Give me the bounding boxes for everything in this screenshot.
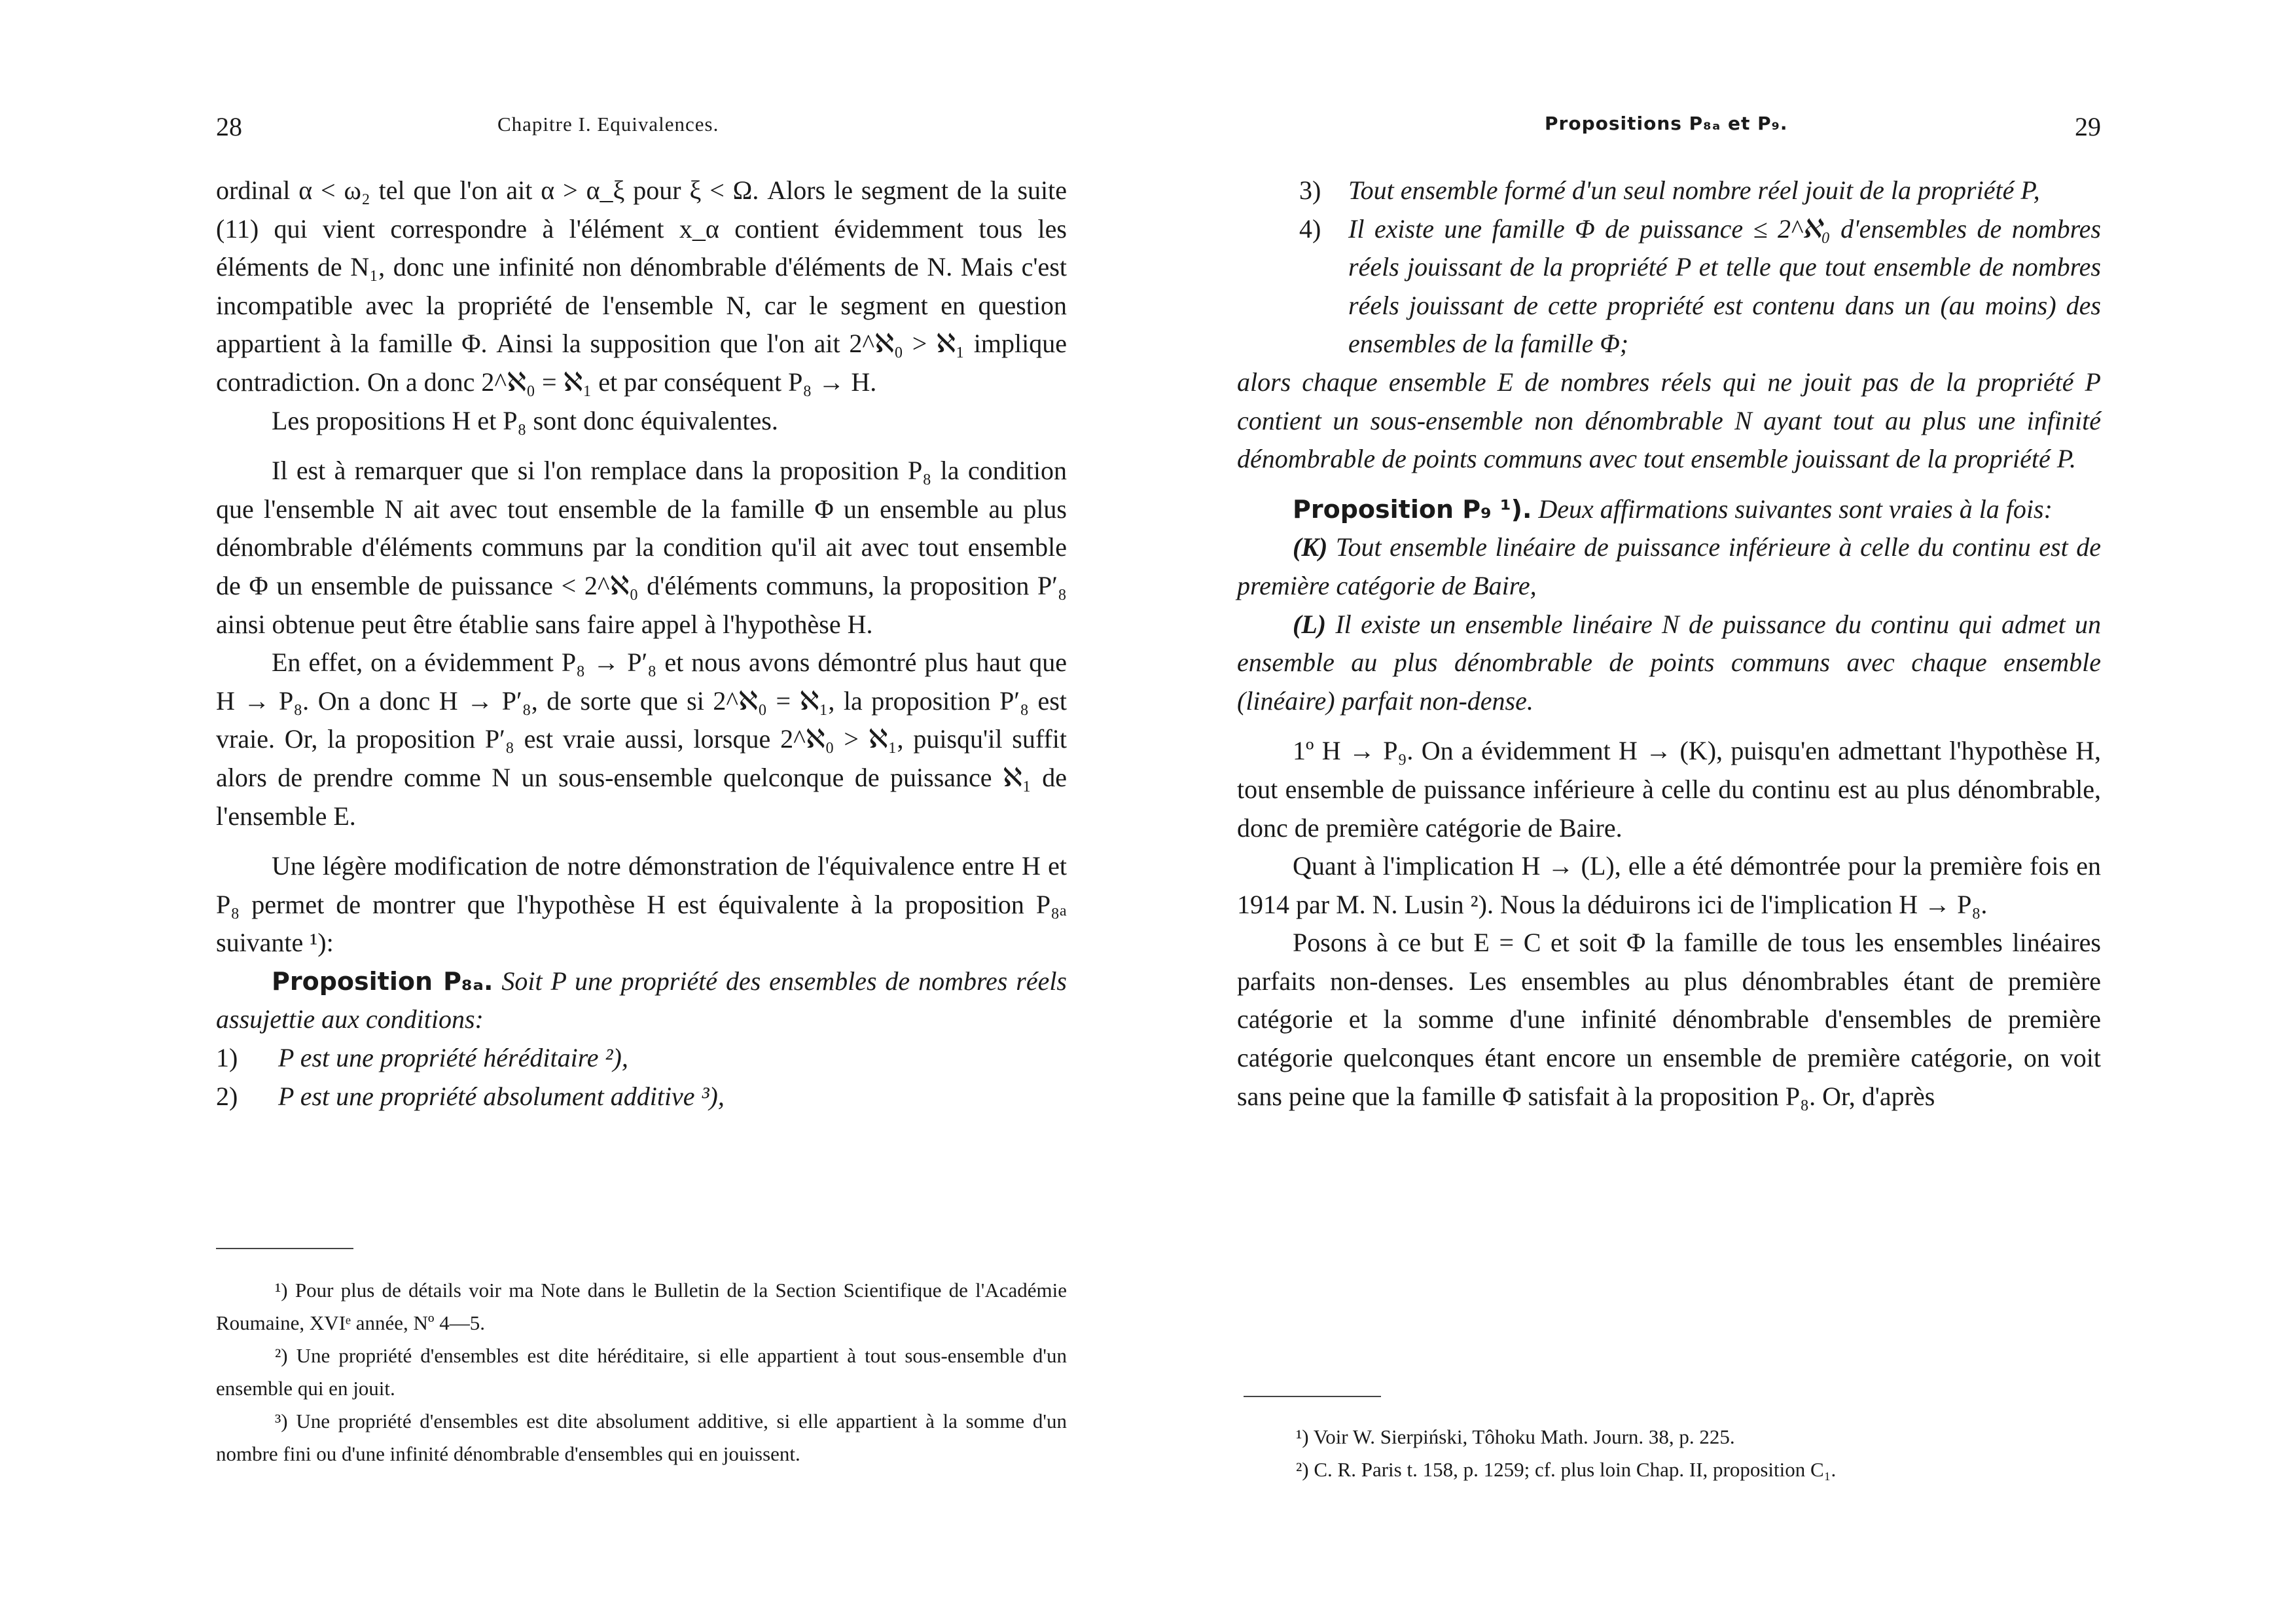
left-page-header <box>216 111 1067 151</box>
paragraph: 1º H → P₉. On a évidemment H → (K), puisqu'en admettant l'hypothèse H, tout ensemble de puissance inférieure à celle du continu est au plus dénombrable, donc de première catégorie de Baire. <box>1237 736 2101 843</box>
paragraph: Les propositions H et P₈ sont donc équivalentes. <box>272 405 778 435</box>
list-item-text: Il existe une famille Φ de puissance ≤ 2^ℵ₀ d'ensembles de nombres réels jouissant de la propriété P et telle que tout ensemble de nombres réels jouissant de cette propriété est contenu dans un (au moins) des ensembles de la famille Φ; <box>1348 213 2101 359</box>
affirmation-label: (L) <box>1293 609 1327 639</box>
running-head: Chapitre I. Equivalences. <box>497 113 719 136</box>
proposition-label: Proposition P₉ ¹). <box>1293 494 1532 524</box>
list-item <box>1237 210 2101 363</box>
proposition-label: Proposition P₈ₐ. <box>272 966 493 996</box>
paragraph: Quant à l'implication H → (L), elle a été démontrée pour la première fois en 1914 par M. N. Lusin ²). Nous la déduirons ici de l'implication H → P₈. <box>1237 851 2101 919</box>
footnote-rule <box>216 1248 353 1249</box>
paragraph: Une légère modification de notre démonstration de l'équivalence entre H et P₈ permet de montrer que l'hypothèse H est équivalente à la proposition P₈ₐ suivante ¹): <box>216 851 1067 958</box>
list-item-text: P est une propriété héréditaire ²), <box>278 1043 628 1073</box>
left-footnotes <box>216 1274 1067 1470</box>
affirmation-label: (K) <box>1293 532 1328 562</box>
list-item-number: 2) <box>216 1081 238 1111</box>
page-number: 29 <box>2075 112 2101 141</box>
list-item-text: Tout ensemble formé d'un seul nombre réel jouit de la propriété P, <box>1348 175 2040 205</box>
paragraph: ordinal α < ω₂ tel que l'on ait α > α_ξ pour ξ < Ω. Alors le segment de la suite (11) qui vient correspondre à l'élément x_α contient évidemment tous les éléments de N₁, donc une infinité non dénombrable d'éléments de N. Mais c'est incompatible avec la propriété de l'ensemble N, car le segment en question appartient à la famille Φ. Ainsi la supposition que l'on ait 2^ℵ₀ > ℵ₁ implique contradiction. On a donc 2^ℵ₀ = ℵ₁ et par conséquent P₈ → H. <box>216 175 1067 397</box>
proposition-text: Deux affirmations suivantes sont vraies à la fois: <box>1538 494 2053 524</box>
list-item-number: 4) <box>1299 213 1321 244</box>
paragraph <box>1237 606 2101 721</box>
running-head: Propositions P₈ₐ et P₉. <box>1545 113 1788 134</box>
paragraph: alors chaque ensemble E de nombres réels qui ne jouit pas de la propriété P contient un sous-ensemble non dénombrable N ayant tout au plus une infinité dénombrable de points communs avec tout ensemble jouissant de la propriété P. <box>1237 367 2101 474</box>
paragraph: Il est à remarquer que si l'on remplace dans la proposition P₈ la condition que l'ensemble N ait avec tout ensemble de la famille Φ un ensemble au plus dénombrable d'éléments communs par la condition qu'il ait avec tout ensemble de Φ un ensemble de puissance < 2^ℵ₀ d'éléments communs, la proposition P′₈ ainsi obtenue peut être établie sans faire appel à l'hypothèse H. <box>216 456 1067 639</box>
list-item <box>216 1039 1067 1078</box>
list-item-number: 1) <box>216 1043 238 1073</box>
footnote-rule <box>1244 1396 1381 1397</box>
right-page <box>1237 0 2101 1623</box>
list-item-text: P est une propriété absolument additive ³), <box>278 1081 725 1111</box>
footnote: ¹) Voir W. Sierpiński, Tôhoku Math. Journ. 38, p. 225. <box>1296 1425 1735 1448</box>
left-page-body <box>216 172 1067 1116</box>
proposition-text: Soit P une propriété des ensembles de nombres réels assujettie aux conditions: <box>216 966 1067 1034</box>
list-item-number: 3) <box>1299 175 1321 205</box>
left-page <box>216 0 1067 1623</box>
page-number: 28 <box>216 112 242 141</box>
list-item <box>216 1078 1067 1116</box>
paragraph: En effet, on a évidemment P₈ → P′₈ et nous avons démontré plus haut que H → P₈. On a donc H → P′₈, de sorte que si 2^ℵ₀ = ℵ₁, la proposition P′₈ est vraie. Or, la proposition P′₈ est vraie aussi, lorsque 2^ℵ₀ > ℵ₁, puisqu'il suffit alors de prendre comme N un sous-ensemble quelconque de puissance ℵ₁ de l'ensemble E. <box>216 647 1067 831</box>
affirmation-text: Il existe un ensemble linéaire N de puissance du continu qui admet un ensemble au plus dénombrable de points communs avec chaque ensemble (linéaire) parfait non-dense. <box>1237 609 2102 716</box>
footnote: ³) Une propriété d'ensembles est dite absolument additive, si elle appartient à la somme d'un nombre fini ou d'une infinité dénombrable d'ensembles qui en jouissent. <box>216 1410 1067 1465</box>
affirmation-text: Tout ensemble linéaire de puissance inférieure à celle du continu est de première catégorie de Baire, <box>1237 532 2102 600</box>
list-item <box>1237 172 2101 210</box>
right-page-body <box>1237 172 2101 1116</box>
proposition-statement <box>1237 490 2101 529</box>
footnote: ¹) Pour plus de détails voir ma Note dans le Bulletin de la Section Scientifique de l'Académie Roumaine, XVIᵉ année, Nº 4—5. <box>216 1279 1067 1334</box>
footnote: ²) C. R. Paris t. 158, p. 1259; cf. plus loin Chap. II, proposition C₁. <box>1296 1458 1837 1481</box>
right-page-header <box>1237 111 2101 151</box>
footnote: ²) Une propriété d'ensembles est dite héréditaire, si elle appartient à tout sous-ensemble d'un ensemble qui en jouit. <box>216 1344 1067 1400</box>
paragraph <box>1237 528 2101 605</box>
proposition-statement <box>216 962 1067 1039</box>
right-footnotes <box>1237 1421 2101 1486</box>
paragraph: Posons à ce but E = C et soit Φ la famille de tous les ensembles linéaires parfaits non-denses. Les ensembles au plus dénombrables étant de première catégorie et la somme d'une infinité dénombrable d'ensembles de première catégorie quelconques étant encore un ensemble de première catégorie, on voit sans peine que la famille Φ satisfait à la proposition P₈. Or, d'après <box>1237 928 2101 1111</box>
